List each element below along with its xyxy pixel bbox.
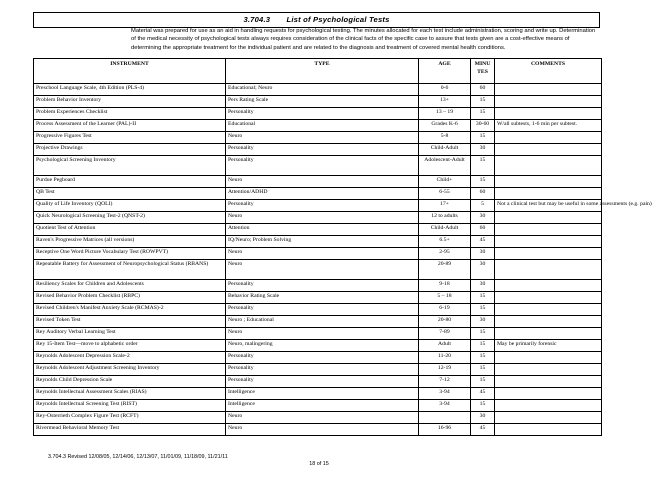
cell-instrument: Problem Behavior Inventory xyxy=(34,96,226,108)
cell-minutes: 60 xyxy=(471,84,495,96)
cell-instrument: Rey-Osterrieth Complex Figure Test (RCFT) xyxy=(34,412,226,424)
cell-type: Personality xyxy=(226,376,419,388)
cell-minutes: 15 xyxy=(471,156,495,176)
tests-table xyxy=(33,58,652,436)
cell-age: Child-Adult xyxy=(419,144,471,156)
cell-instrument: Reynolds Intellectual Screening Test (RIST) xyxy=(34,400,226,412)
cell-minutes: 15 xyxy=(471,340,495,352)
table-row xyxy=(34,304,602,316)
cell-instrument: Reynolds Child Depression Scale xyxy=(34,376,226,388)
table-row xyxy=(34,340,602,352)
cell-instrument: Quality of Life Inventory (QOLI) xyxy=(34,200,226,212)
cell-type: Neuro xyxy=(226,260,419,280)
cell-instrument: Psychological Screening Inventory xyxy=(34,156,226,176)
cell-type: Neuro xyxy=(226,176,419,188)
cell-minutes: 15 xyxy=(471,132,495,144)
cell-minutes: 30 xyxy=(471,144,495,156)
cell-minutes: 5 xyxy=(471,200,495,212)
cell-minutes: 15 xyxy=(471,108,495,120)
cell-comments xyxy=(495,108,602,120)
cell-instrument: Reynolds Adolescent Depression Scale-2 xyxy=(34,352,226,364)
cell-type: Personality xyxy=(226,108,419,120)
cell-type: Behavior Rating Scale xyxy=(226,292,419,304)
cell-comments: W/all subtests, 1-6 min per subtest. xyxy=(495,120,602,132)
cell-type: Personality xyxy=(226,352,419,364)
table-row xyxy=(34,236,602,248)
table-row xyxy=(34,156,602,176)
cell-minutes: 30 xyxy=(471,412,495,424)
cell-comments xyxy=(495,388,602,400)
cell-minutes: 45 xyxy=(471,424,495,436)
cell-instrument: Process Assessment of the Learner (PAL)-II xyxy=(34,120,226,132)
cell-type: Personality xyxy=(226,144,419,156)
cell-type: Personality xyxy=(226,304,419,316)
cell-comments: Not a clinical test but may be useful in some assessments (e.g. pain) xyxy=(495,200,602,212)
cell-type: Personality xyxy=(226,364,419,376)
cell-instrument: Resiliency Scales for Children and Adolescents xyxy=(34,280,226,292)
cell-comments xyxy=(495,248,602,260)
cell-comments xyxy=(495,188,602,200)
cell-minutes: 15 xyxy=(471,400,495,412)
table-row xyxy=(34,200,602,212)
cell-age: Adolescent-Adult xyxy=(419,156,471,176)
cell-instrument: Rey 15-Item Test—move to alphabetic order xyxy=(34,340,226,352)
cell-minutes: 15 xyxy=(471,304,495,316)
cell-comments xyxy=(495,260,602,280)
cell-comments xyxy=(495,156,602,176)
cell-age: 7-89 xyxy=(419,328,471,340)
cell-comments xyxy=(495,280,602,292)
cell-age: 7-12 xyxy=(419,376,471,388)
cell-minutes: 30 xyxy=(471,260,495,280)
cell-age: 3-94 xyxy=(419,400,471,412)
cell-age: 20-80 xyxy=(419,316,471,328)
table-row xyxy=(34,224,602,236)
section-title-bar xyxy=(33,12,600,28)
cell-age: Child-Adult xyxy=(419,224,471,236)
cell-minutes: 60 xyxy=(471,188,495,200)
cell-comments xyxy=(495,132,602,144)
cell-age: 2-95 xyxy=(419,248,471,260)
header-comments: COMMENTS xyxy=(495,59,602,84)
cell-age: Adult xyxy=(419,340,471,352)
cell-age xyxy=(419,412,471,424)
table-row xyxy=(34,424,602,436)
cell-comments xyxy=(495,236,602,248)
cell-instrument: Rivermead Behavioral Memory Test xyxy=(34,424,226,436)
cell-type: IQ/Neuro; Problem Solving xyxy=(226,236,419,248)
section-title: List of Psychological Tests xyxy=(286,15,390,24)
cell-age: 20-89 xyxy=(419,260,471,280)
cell-type: Attention/ADHD xyxy=(226,188,419,200)
cell-age: 12-19 xyxy=(419,364,471,376)
cell-minutes: 30 xyxy=(471,280,495,292)
cell-type: Neuro xyxy=(226,412,419,424)
cell-instrument: Repeatable Battery for Assessment of Neuropsychological Status (RBANS) xyxy=(34,260,226,280)
cell-instrument: Progressive Figures Test xyxy=(34,132,226,144)
header-instrument: INSTRUMENT xyxy=(34,59,226,84)
cell-type: Educational xyxy=(226,120,419,132)
cell-minutes: 45 xyxy=(471,388,495,400)
cell-comments xyxy=(495,144,602,156)
cell-age: 6-19 xyxy=(419,304,471,316)
cell-age: 6-55 xyxy=(419,188,471,200)
cell-type: Neuro xyxy=(226,248,419,260)
cell-comments xyxy=(495,376,602,388)
table-row xyxy=(34,412,602,424)
cell-type: Attention xyxy=(226,224,419,236)
cell-type: Educational; Neuro xyxy=(226,84,419,96)
cell-comments xyxy=(495,316,602,328)
cell-type: Pers Rating Scale xyxy=(226,96,419,108)
table-row xyxy=(34,96,602,108)
header-type: TYPE xyxy=(226,59,419,84)
cell-type: Neuro xyxy=(226,424,419,436)
cell-type: Personality xyxy=(226,280,419,292)
cell-age: 13 – 19 xyxy=(419,108,471,120)
cell-minutes: 30 xyxy=(471,212,495,224)
cell-instrument: Reynolds Intellectual Assessment Scales (RIAS) xyxy=(34,388,226,400)
cell-instrument: Receptive One Word Picture Vocabulary Test (ROWPVT) xyxy=(34,248,226,260)
table-row xyxy=(34,108,602,120)
cell-age: 17+ xyxy=(419,200,471,212)
cell-instrument: Reynolds Adolescent Adjustment Screening Inventory xyxy=(34,364,226,376)
cell-comments xyxy=(495,364,602,376)
cell-comments xyxy=(495,212,602,224)
cell-age: 13+ xyxy=(419,96,471,108)
cell-age: 6.5+ xyxy=(419,236,471,248)
cell-minutes: 30 xyxy=(471,316,495,328)
header-minutes: MINUTES xyxy=(471,59,495,84)
table-row xyxy=(34,212,602,224)
cell-minutes: 15 xyxy=(471,176,495,188)
table-row xyxy=(34,328,602,340)
table-row xyxy=(34,352,602,364)
cell-comments xyxy=(495,176,602,188)
intro-paragraph: Material was prepared for use as an aid in handling requests for psychological testing. The minutes allocated for each test include administration, scoring and write up. Determination of the medical necessity of psychological tests always requires consideration of the clinical facts of the specific case to assure that tests given are a cost-effective means of determining the appropriate treatment for the individual patient and are related to the diagnosis and treatment of covered mental health conditions. xyxy=(131,28,596,51)
cell-type: Personality xyxy=(226,156,419,176)
cell-comments xyxy=(495,96,602,108)
cell-instrument: Raven's Progressive Matrices (all versions) xyxy=(34,236,226,248)
cell-age: Child+ xyxy=(419,176,471,188)
cell-age: 12 to adults xyxy=(419,212,471,224)
cell-instrument: Rey Auditory Verbal Learning Test xyxy=(34,328,226,340)
cell-instrument: Revised Behavior Problem Checklist (RBPC) xyxy=(34,292,226,304)
cell-type: Neuro xyxy=(226,132,419,144)
table-header-row xyxy=(34,59,602,84)
table-row xyxy=(34,388,602,400)
cell-minutes: 60 xyxy=(471,224,495,236)
footer-page-number: 18 of 15 xyxy=(309,461,329,467)
cell-comments xyxy=(495,328,602,340)
cell-type: Neuro, malingering xyxy=(226,340,419,352)
cell-instrument: Purdue Pegboard xyxy=(34,176,226,188)
table-row xyxy=(34,132,602,144)
cell-minutes: 30 xyxy=(471,248,495,260)
cell-instrument: Problem Experiences Checklist xyxy=(34,108,226,120)
footer-revision: 3.704.3 Revised 12/08/05, 12/14/06, 12/13/07, 11/01/09, 11/18/09, 11/21/11 xyxy=(48,454,228,460)
table-row xyxy=(34,260,602,280)
cell-instrument: Quick Neurological Screening Test-2 (QNST-2) xyxy=(34,212,226,224)
table-row xyxy=(34,292,602,304)
cell-comments xyxy=(495,352,602,364)
table-row xyxy=(34,84,602,96)
cell-type: Neuro xyxy=(226,328,419,340)
cell-age: 0-6 xyxy=(419,84,471,96)
cell-instrument: QB Test xyxy=(34,188,226,200)
cell-minutes: 15 xyxy=(471,352,495,364)
table-row xyxy=(34,176,602,188)
cell-comments: May be primarily forensic xyxy=(495,340,602,352)
cell-comments xyxy=(495,412,602,424)
cell-age: Grades K-6 xyxy=(419,120,471,132)
cell-instrument: Revised Children's Manifest Anxiety Scale (RCMAS)-2 xyxy=(34,304,226,316)
cell-type: Neuro xyxy=(226,212,419,224)
cell-minutes: 30-60 xyxy=(471,120,495,132)
table-row xyxy=(34,188,602,200)
cell-comments xyxy=(495,224,602,236)
cell-minutes: 15 xyxy=(471,96,495,108)
cell-type: Intelligence xyxy=(226,400,419,412)
cell-minutes: 15 xyxy=(471,376,495,388)
cell-age: 9-18 xyxy=(419,280,471,292)
table-row xyxy=(34,364,602,376)
table-row xyxy=(34,400,602,412)
cell-minutes: 15 xyxy=(471,364,495,376)
cell-minutes: 45 xyxy=(471,236,495,248)
cell-instrument: Projective Drawings xyxy=(34,144,226,156)
table-row xyxy=(34,120,602,132)
cell-comments xyxy=(495,304,602,316)
cell-comments xyxy=(495,400,602,412)
cell-comments xyxy=(495,424,602,436)
cell-instrument: Quotient Test of Attention xyxy=(34,224,226,236)
table-row xyxy=(34,280,602,292)
cell-comments xyxy=(495,292,602,304)
cell-type: Intelligence xyxy=(226,388,419,400)
table-row xyxy=(34,376,602,388)
cell-type: Personality xyxy=(226,200,419,212)
cell-age: 16-96 xyxy=(419,424,471,436)
cell-comments xyxy=(495,84,602,96)
cell-instrument: Revised Token Test xyxy=(34,316,226,328)
cell-type: Neuro ; Educational xyxy=(226,316,419,328)
cell-age: 3-94 xyxy=(419,388,471,400)
cell-instrument: Preschool Language Scale, 4th Edition (PLS-4) xyxy=(34,84,226,96)
cell-age: 11-20 xyxy=(419,352,471,364)
cell-minutes: 15 xyxy=(471,292,495,304)
cell-age: 5 – 18 xyxy=(419,292,471,304)
table-row xyxy=(34,248,602,260)
cell-age: 5-8 xyxy=(419,132,471,144)
section-number: 3.704.3 xyxy=(243,15,271,24)
table-row xyxy=(34,316,602,328)
table-body xyxy=(34,84,652,436)
table-row xyxy=(34,144,602,156)
cell-minutes: 15 xyxy=(471,328,495,340)
header-age: AGE xyxy=(419,59,471,84)
